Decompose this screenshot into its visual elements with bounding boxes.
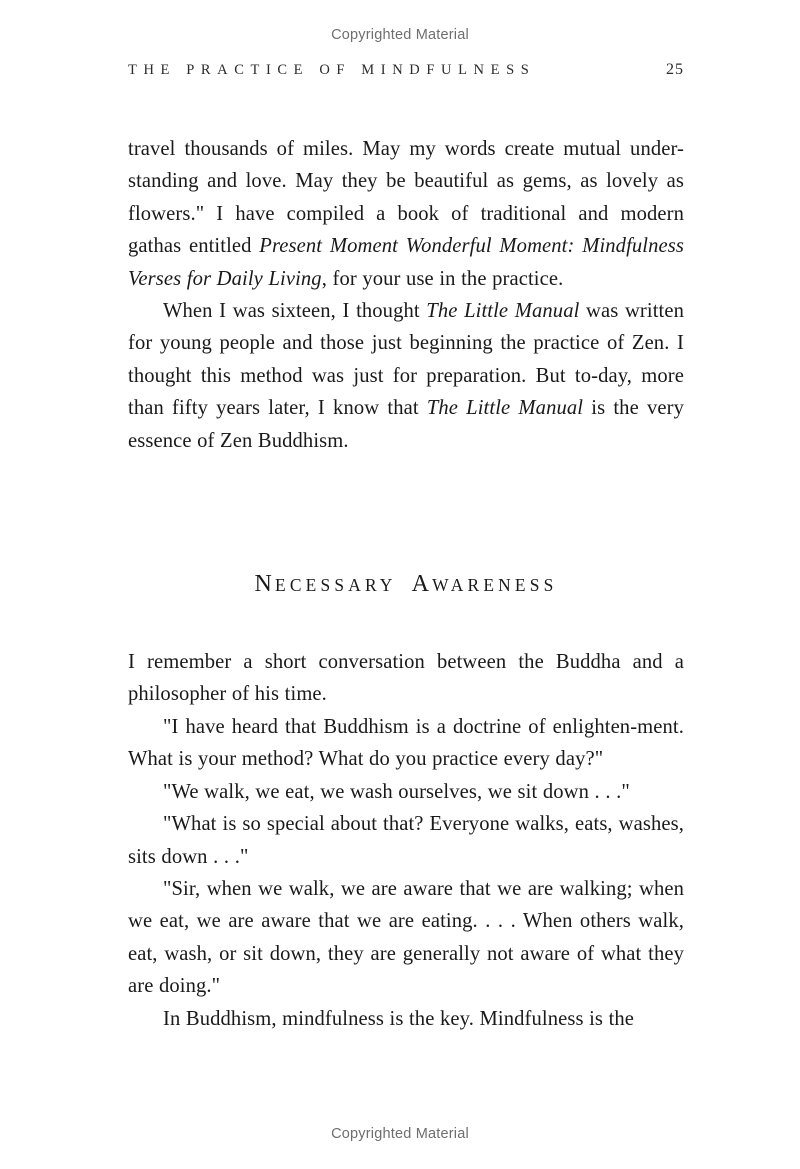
paragraph-text-mid: was written for young people and those just beginning the practice of Zen. I thought this method was just for preparation. But to-day, more than fifty years later, I know that (128, 300, 684, 420)
paragraph-quote-we-walk: "We walk, we eat, we wash ourselves, we sit down . . ." (163, 780, 630, 803)
section-heading (128, 571, 684, 598)
page-number: 25 (666, 61, 684, 78)
paragraph-quote-sir-when-we-walk: "Sir, when we walk, we are aware that we are walking; when we eat, we are aware that we are eating. . . . When others walk, eat, wash, or sit down, they are generally not aware of what they are doing." (128, 877, 684, 998)
paragraph-when-i-was-sixteen (128, 295, 684, 457)
heading-smallcaps: WARENESS (432, 575, 558, 596)
heading-spacer-below (128, 598, 684, 646)
text-column (128, 133, 684, 1035)
paragraph-in-buddhism: In Buddhism, mindfulness is the key. Mindfulness is the (163, 1007, 635, 1030)
paragraph-text: travel thousands of miles. May my words create mutual under-standing and love. May they be beautiful as gems, as lovely as flowers." I have compiled a book of traditional and modern gathas entitled (128, 138, 684, 258)
paragraph-text: When I was sixteen, I thought (163, 300, 427, 323)
heading-smallcaps: ECESSARY (275, 575, 397, 596)
paragraph-quote-i-have-heard: "I have heard that Buddhism is a doctrine of enlighten-ment. What is your method? What do you practice every day?" (128, 715, 684, 771)
heading-initial-cap: A (411, 571, 433, 598)
paragraph-text-tail: is the very essence of Zen Buddhism. (128, 397, 684, 452)
book-title-italic: The Little Manual (426, 397, 584, 420)
heading-initial-cap: N (254, 571, 276, 598)
running-head-title: THE PRACTICE OF MINDFULNESS (128, 62, 536, 78)
book-title-italic: The Little Manual (426, 300, 580, 323)
copyright-watermark-bottom: Copyrighted Material (331, 1126, 469, 1142)
book-title-italic: Present Moment Wonderful Moment: Mindfulness Verses for Daily Living (128, 235, 684, 290)
running-head (128, 61, 684, 85)
paragraph-text-tail: , for your use in the practice. (321, 267, 564, 290)
copyright-watermark-top: Copyrighted Material (331, 27, 469, 43)
paragraph-i-remember: I remember a short conversation between the Buddha and a philosopher of his time. (128, 651, 684, 706)
paragraph-quote-what-is-so-special: "What is so special about that? Everyone walks, eats, washes, sits down . . ." (128, 813, 684, 868)
heading-spacer-above (128, 457, 684, 571)
paragraph-continued (128, 133, 684, 295)
